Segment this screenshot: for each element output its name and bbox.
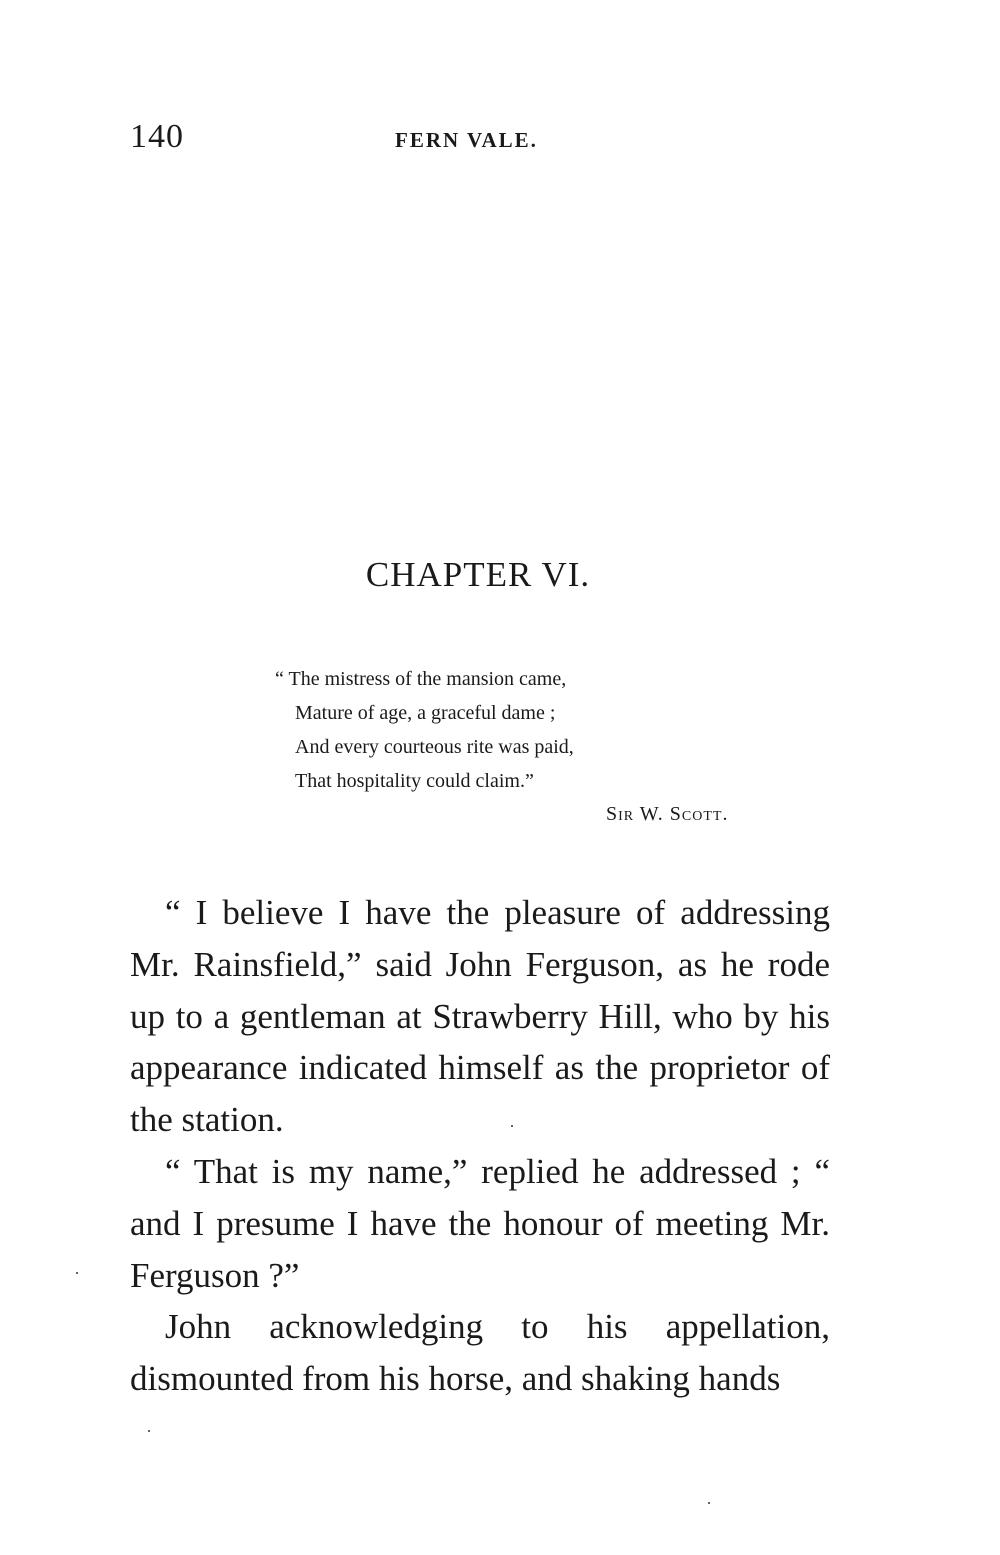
epigraph [275,662,775,798]
ink-speck [148,1430,150,1432]
ink-speck [511,1125,513,1127]
chapter-title: CHAPTER VI. [365,555,591,594]
ink-speck [76,1272,78,1274]
epigraph-attribution: Sir W. Scott. [606,803,729,825]
epigraph-line: And every courteous rite was paid, [295,736,574,758]
body-text [130,887,830,1405]
ink-speck [708,1502,710,1504]
epigraph-line: “ The mistress of the mansion came, [275,668,567,690]
running-title: FERN VALE. [395,128,538,152]
epigraph-line: That hospitality could claim.” [295,770,534,792]
paragraph: “ I believe I have the pleasure of addressing Mr. Rainsfield,” said John Ferguson, as he rode up to a gentleman at Strawberry Hill, who by his appearance indicated himself as the proprietor of the station. [130,893,830,1140]
page-number: 140 [130,118,184,155]
paragraph: John acknowledging to his appellation, dismounted from his horse, and shaking hands [130,1307,830,1399]
paragraph: “ That is my name,” replied he addressed ; “ and I presume I have the honour of meeting Mr. Ferguson ?” [130,1151,830,1295]
epigraph-line: Mature of age, a graceful dame ; [295,702,556,724]
